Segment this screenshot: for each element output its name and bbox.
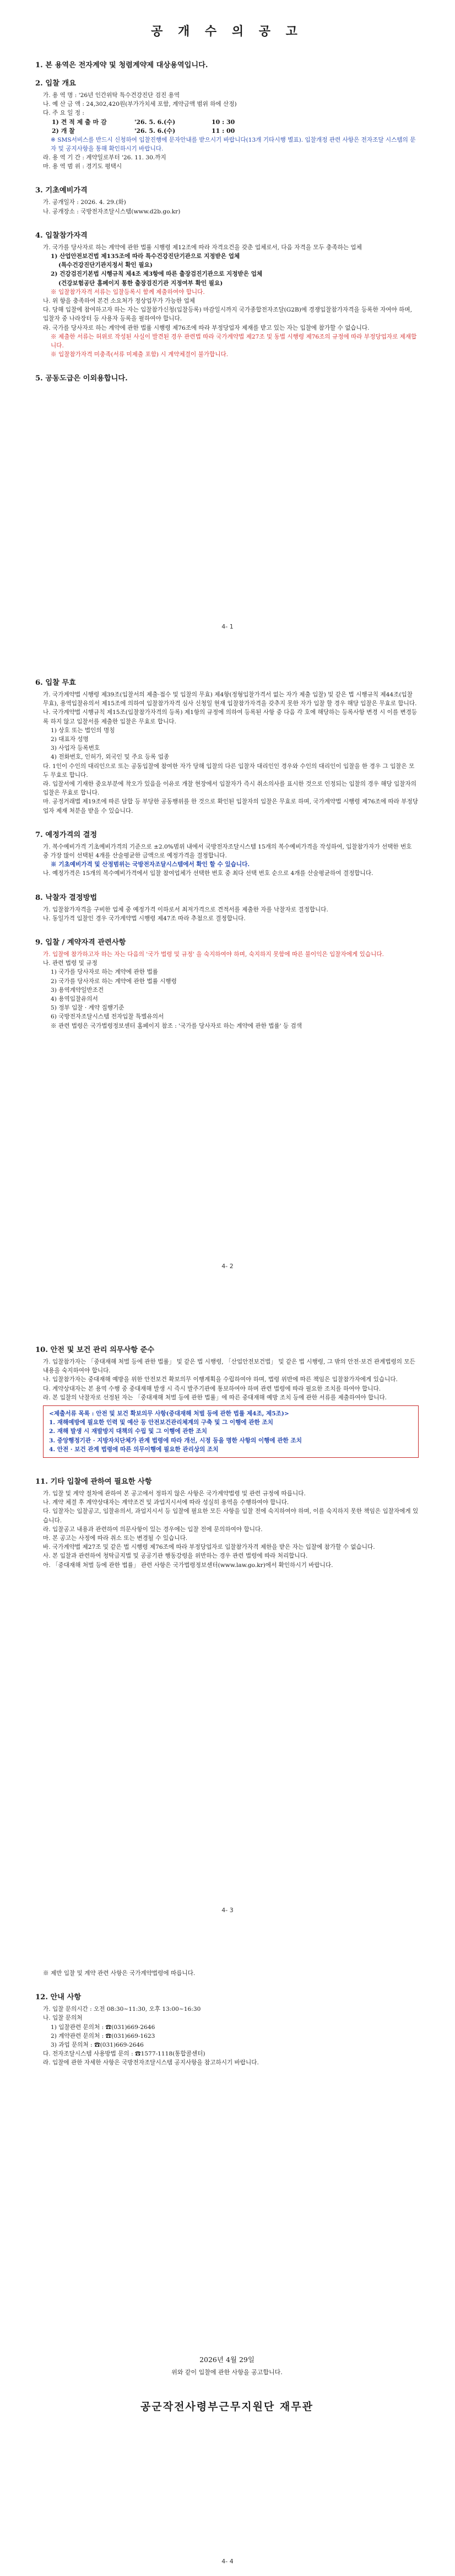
schedule-key: 1) 견 적 제 출 마 감	[52, 118, 107, 126]
law-b3: 3) 용역계약일반조건	[51, 986, 104, 994]
schedule-key: 2) 개 찰	[52, 127, 75, 135]
section-10: 10. 안전 및 보건 관리 의무사항 준수	[35, 1346, 155, 1354]
box-heading: <제출서류 목록 : 안전 및 보건 확보의무 사항(중대재해 처벌 등에 관한 법률 제4조, 제5조)>	[49, 1410, 289, 1418]
box-item: 1. 재해예방에 필요한 인력 및 예산 등 안전보건관리체계의 구축 및 그 이행에 관한 조치	[49, 1419, 273, 1426]
law-a: 가. 입찰에 참가하고자 하는 자는 다음의 '국가 법령 및 규정' 을 숙지하여야 하며, 숙지하지 못함에 따른 불이익은 입찰자에게 있습니다.	[43, 951, 384, 958]
etc-h: 아. 「중대재해 처벌 등에 관한 법률」 관련 사항은 국가법령정보센터(www.law.go.kr)에서 확인하시기 바랍니다.	[43, 1561, 333, 1569]
section-6: 6. 입찰 무효	[35, 679, 76, 687]
qual-a: 가. 국가를 당사자로 하는 계약에 관한 법률 시행령 제12조에 따라 자격요건을 갖춘 업체로서, 다음 자격을 모두 충족하는 업체	[43, 244, 362, 251]
section-2: 2. 입찰 개요	[35, 79, 76, 88]
overview-scope: 마. 용 역 범 위 : 경기도 평택시	[43, 163, 122, 170]
invalid-b2: 2) 대표자 성명	[51, 736, 89, 743]
award-a: 가. 입찰참가자격을 구비한 업체 중 예정가격 이하로서 최저가격으로 견적서를 제출한 자를 낙찰자로 결정합니다.	[43, 906, 328, 913]
law-b4: 4) 용역입찰유의서	[51, 996, 98, 1003]
invalid-b4: 4) 전화번호, 인허가, 외국인 및 주요 등록 업종	[51, 754, 170, 761]
invalid-b3: 3) 사업자 등록번호	[51, 745, 100, 752]
overview-name: 가. 용 역 명 : '26년 인간위탁 특수건강진단 검진 용역	[43, 92, 180, 99]
section-5: 5. 공동도급은 이외용합니다.	[35, 374, 128, 383]
overview-schedule: 다. 주 요 일 정 :	[43, 110, 84, 117]
page-number: 4- 3	[221, 1907, 234, 1914]
box-item: 2. 재해 발생 시 재발방지 대책의 수립 및 그 이행에 관한 조치	[49, 1428, 207, 1435]
contact-contract: 2) 계약관련 문의처 : ☎(031)669-1623	[51, 2032, 155, 2040]
page-1	[0, 0, 455, 642]
section-8: 8. 낙찰자 결정방법	[35, 893, 98, 902]
law-b5: 5) 정부 입찰 · 계약 집행기준	[51, 1005, 124, 1012]
schedule-time: 10 : 30	[212, 118, 235, 126]
schedule-date: '26. 5. 6.(수)	[134, 118, 176, 126]
qual-a1-note: (특수건강진단기관지정서 확인 필요)	[58, 262, 153, 269]
contact-bid: 1) 입찰관련 문의처 : ☎(031)669-2646	[51, 2024, 155, 2031]
section-12: 12. 안내 사항	[35, 1993, 82, 2002]
overview-budget: 나. 예 산 금 액 : 24,302,420원(부가가치세 포함, 계약금액 범위 하에 산정)	[43, 101, 237, 108]
law-note: ※ 관련 법령은 국가법령정보센터 홈페이지 참조 : '국가를 당사자로 하는 계약에 관한 법률' 등 검색	[51, 1022, 302, 1029]
schedule-table	[52, 118, 419, 136]
issuing-organization: 공군작전사령부근무지원단 재무관	[140, 2400, 313, 2413]
etc-b: 나. 계약 체결 후 계약상대자는 계약조건 및 과업지시서에 따라 성실히 용역을 수행하여야 합니다.	[43, 1499, 289, 1506]
overview-period: 라. 용 역 기 간 : 계약일로부터 '26. 11. 30.까지	[43, 154, 166, 162]
contact-notice: 라. 입찰에 관한 자세한 사항은 국방전자조달시스템 공지사항을 참고하시기 바랍니다.	[43, 2059, 259, 2067]
schedule-row	[52, 118, 419, 127]
safety-d: 라. 본 입찰의 낙찰자로 선정된 자는 「중대재해 처벌 등에 관한 법률」에 따른 중대재해 예방 조치 등에 관한 서류를 제출하여야 합니다.	[43, 1394, 387, 1401]
page-number: 4- 2	[221, 1263, 234, 1270]
section-9: 9. 입찰 / 계약자격 관련사항	[35, 938, 126, 947]
etc-g: 사. 본 입찰과 관련하여 청탁금지법 및 공공기관 행동강령을 위반하는 경우 관련 법령에 따라 처리합니다.	[43, 1553, 308, 1560]
contact-system: 다. 전자조달시스템 사용방법 문의 : ☎1577-1118(통합콜센터)	[43, 2051, 205, 2058]
schedule-row	[52, 127, 419, 136]
page-3	[0, 1286, 455, 1930]
section-11: 11. 기타 입찰에 관하여 필요한 사항	[35, 1478, 152, 1486]
award-b: 나. 동일가격 입찰인 경우 국가계약법 시행령 제47조 따라 추첨으로 결정합니다.	[43, 915, 246, 922]
base-price-place: 나. 공개장소 : 국방전자조달시스템(www.d2b.go.kr)	[43, 208, 181, 215]
etc-c: 다. 입찰자는 입찰공고, 입찰유의서, 과업지시서 등 입찰에 필요한 모든 사항을 입찰 전에 숙지하여야 하며, 이를 숙지하지 못한 책임은 입찰자에게 있습니다.	[43, 1508, 419, 1524]
schedule-time: 11 : 00	[212, 127, 235, 135]
price-b: 나. 예정가격은 15개의 복수예비가격에서 입찰 참여업체가 선택한 번호 중 최다 선택 번호 순으로 4개를 산술평균하여 결정합니다.	[43, 870, 373, 877]
schedule-date: '26. 5. 6.(수)	[134, 127, 176, 135]
safety-b: 나. 입찰참가자는 중대재해 예방을 위한 안전보건 확보의무 이행계획을 수립하여야 하며, 법령 위반에 따른 책임은 입찰참가자에게 있습니다.	[43, 1376, 398, 1383]
section-3: 3. 기초예비가격	[35, 186, 88, 195]
safety-c: 다. 계약상대자는 본 용역 수행 중 중대재해 발생 시 즉시 발주기관에 통보하여야 하며 관련 법령에 따라 필요한 조치를 하여야 합니다.	[43, 1385, 381, 1392]
contact-task: 3) 과업 문의처 : ☎(031)669-2646	[51, 2042, 144, 2049]
box-item: 3. 중앙행정기관 · 지방자치단체가 관계 법령에 따라 개선, 시정 등을 명한 사항의 이행에 관한 조치	[49, 1437, 302, 1444]
page-number: 4- 1	[221, 623, 234, 630]
invalid-b: 나. 국가계약법 시행규칙 제15조(입찰참가자격의 등록) 제1항의 규정에 의하여 등록된 사항 중 다음 각 호에 해당하는 등록사항 변경 시 이를 변경등록 하지 않고 입찰서를 제출한 입찰은 무효로 합니다.	[43, 709, 418, 725]
page-number: 4- 4	[221, 2558, 234, 2565]
qual-missing-note: ※ 입찰참가자격 미충족(서류 미제출 포함) 시 계약체결이 불가합니다.	[51, 351, 229, 358]
qual-a2-note: (건강보험공단 홈페이지 통한 출장검진기관 지정여부 확인 필요)	[58, 280, 223, 287]
price-note: ※ 기초예비가격 및 산정범위는 국방전자조달시스템에서 확인 할 수 있습니다.	[51, 861, 250, 868]
law-b: 나. 관련 법령 및 규정	[43, 960, 98, 967]
etc-e: 마. 본 공고는 사정에 따라 취소 또는 변경될 수 있습니다.	[43, 1535, 188, 1542]
doc-title: 공 개 수 의 공 고	[151, 24, 303, 39]
law-b1: 1) 국가를 당사자로 하는 계약에 관한 법률	[51, 969, 158, 976]
law-reminder: ※ 제반 입찰 및 계약 관련 사항은 국가계약법령에 따릅니다.	[43, 1970, 196, 1977]
closing-statement: 위와 같이 입찰에 관한 사항을 공고합니다.	[171, 2368, 283, 2376]
etc-f: 바. 국가계약법 제27조 및 같은 법 시행령 제76조에 따라 부정당업자로 입찰참가자격 제한을 받은 자는 입찰에 참가할 수 없습니다.	[43, 1544, 375, 1551]
qual-doc-note: ※ 입찰참가자격 서류는 입찰등록시 함께 제출하여야 합니다.	[51, 288, 205, 296]
price-a: 가. 복수예비가격 기초예비가격의 기준으로 ±2.0%범위 내에서 국방전자조달시스템 15개의 복수예비가격을 작성하여, 입찰참가자가 선택한 번호 중 가장 많이 선택된 4개를 산술평균한 금액으로 예정가격을 결정합니다.	[43, 843, 412, 860]
base-price-date: 가. 공개일자 : 2026. 4. 29.(화)	[43, 199, 126, 206]
invalid-e: 마. 공정거래법 제19조에 따른 담합 등 부당한 공동행위를 한 것으로 확인된 입찰자의 입찰은 무효로 하며, 국가계약법 시행령 제76조에 따라 부정당업자 제재 처분을 받을 수 있습니다.	[43, 798, 418, 814]
invalid-d: 라. 입찰서에 기재한 중요부분에 착오가 있음을 이유로 개찰 현장에서 입찰자가 즉시 취소의사를 표시한 것으로 인정되는 입찰의 경우 해당 입찰자의 입찰은 무효로 합니다.	[43, 781, 416, 797]
contact-hours: 가. 입찰 문의시간 : 오전 08:30~11:30, 오후 13:00~16:30	[43, 2006, 201, 2013]
safety-a: 가. 입찰참가자는 「중대재해 처벌 등에 관한 법률」 및 같은 법 시행령, 「산업안전보건법」 및 같은 법 시행령, 그 밖의 안전·보건 관계법령의 모든 내용을 숙지하여야 합니다.	[43, 1359, 415, 1375]
qual-d: 라. 국가를 당사자로 하는 계약에 관한 법률 시행령 제76조에 따라 부정당업자 제재를 받고 있는 자는 입찰에 참가할 수 없습니다.	[43, 324, 370, 331]
section-7: 7. 예정가격의 결정	[35, 830, 98, 839]
qual-false-note: ※ 제출한 서류는 허위로 작성된 사실이 발견된 경우 관련법 따라 국가계약법 제27조 및 동법 시행령 제76조의 규정에 따라 부정당업자로 제재합니다.	[51, 333, 417, 350]
qual-a2: 2) 건강검진기본법 시행규칙 제4조 제3항에 따른 출장검진기관으로 지정받은 업체	[51, 271, 263, 278]
box-item: 4. 안전 · 보건 관계 법령에 따른 의무이행에 필요한 관리상의 조치	[49, 1446, 219, 1453]
section-4: 4. 입찰참가자격	[35, 231, 88, 240]
etc-a: 가. 입찰 및 계약 절차에 관하여 본 공고에서 정하지 않은 사항은 국가계약법령 및 관련 규정에 따릅니다.	[43, 1490, 306, 1498]
qual-a1: 1) 산업안전보건법 제135조에 따라 특수건강진단기관으로 지정받은 업체	[51, 253, 240, 260]
qual-b: 나. 위 항을 충족하여 본건 소요처가 정상업무가 가능한 업체	[43, 298, 195, 305]
qual-c: 다. 당해 입찰에 참여하고자 하는 자는 입찰참가신청(입찰등록) 마감일시까지 국가종합전자조달(G2B)에 경쟁입찰참가자격을 등록한 자여야 하며, 입찰자 중 나라장터 등 사용자 등록을 필하여야 합니다.	[43, 307, 412, 323]
safety-document-box	[43, 1405, 419, 1458]
invalid-b1: 1) 상호 또는 법인의 명칭	[51, 727, 115, 734]
etc-d: 라. 입찰공고 내용과 관련하여 의문사항이 있는 경우에는 입찰 전에 문의하여야 합니다.	[43, 1526, 263, 1533]
announce-date: 2026년 4월 29일	[199, 2355, 254, 2364]
invalid-a: 가. 국가계약법 시행령 제39조(입찰서의 제출·접수 및 입찰의 무효) 제4항(정형입찰가격서 없는 자가 제출 입찰) 및 같은 법 시행규칙 제44조(입찰 무효), 용역입찰유의서 제15조에 의하여 입찰참가자격 심사 신청일 현재 입찰참가자격을 갖추지 못한 자가 입찰 할 경우 해당 입찰은 무효로 합니다.	[43, 691, 417, 707]
page-2	[0, 642, 455, 1286]
law-b2: 2) 국가를 당사자로 하는 계약에 관한 법률 시행령	[51, 978, 177, 985]
section-1: 1. 본 용역은 전자계약 및 청렴계약제 대상용역입니다.	[35, 61, 208, 69]
invalid-c: 다. 1인이 수인의 대리인으로 또는 공동입찰에 참여한 자가 당해 입찰의 다른 입찰자 대리인인 경우와 수인의 대리인이 입찰을 한 경우 그 입찰은 모두 무효로 합니다.	[43, 763, 415, 779]
sms-note: ※ SMS서비스를 반드시 신청하여 입찰진행에 문자안내를 받으시기 바랍니다(13개 기타시행 별표). 입찰개정 관련 사항은 전자조달 시스템의 문자 및 공지사항을 통해 확인하시기 바랍니다.	[51, 136, 416, 152]
law-b6: 6) 국방전자조달시스템 전자입찰 특별유의서	[51, 1013, 164, 1021]
contact-heading: 나. 입찰 문의처	[43, 2015, 83, 2022]
page-4	[0, 1930, 455, 2576]
